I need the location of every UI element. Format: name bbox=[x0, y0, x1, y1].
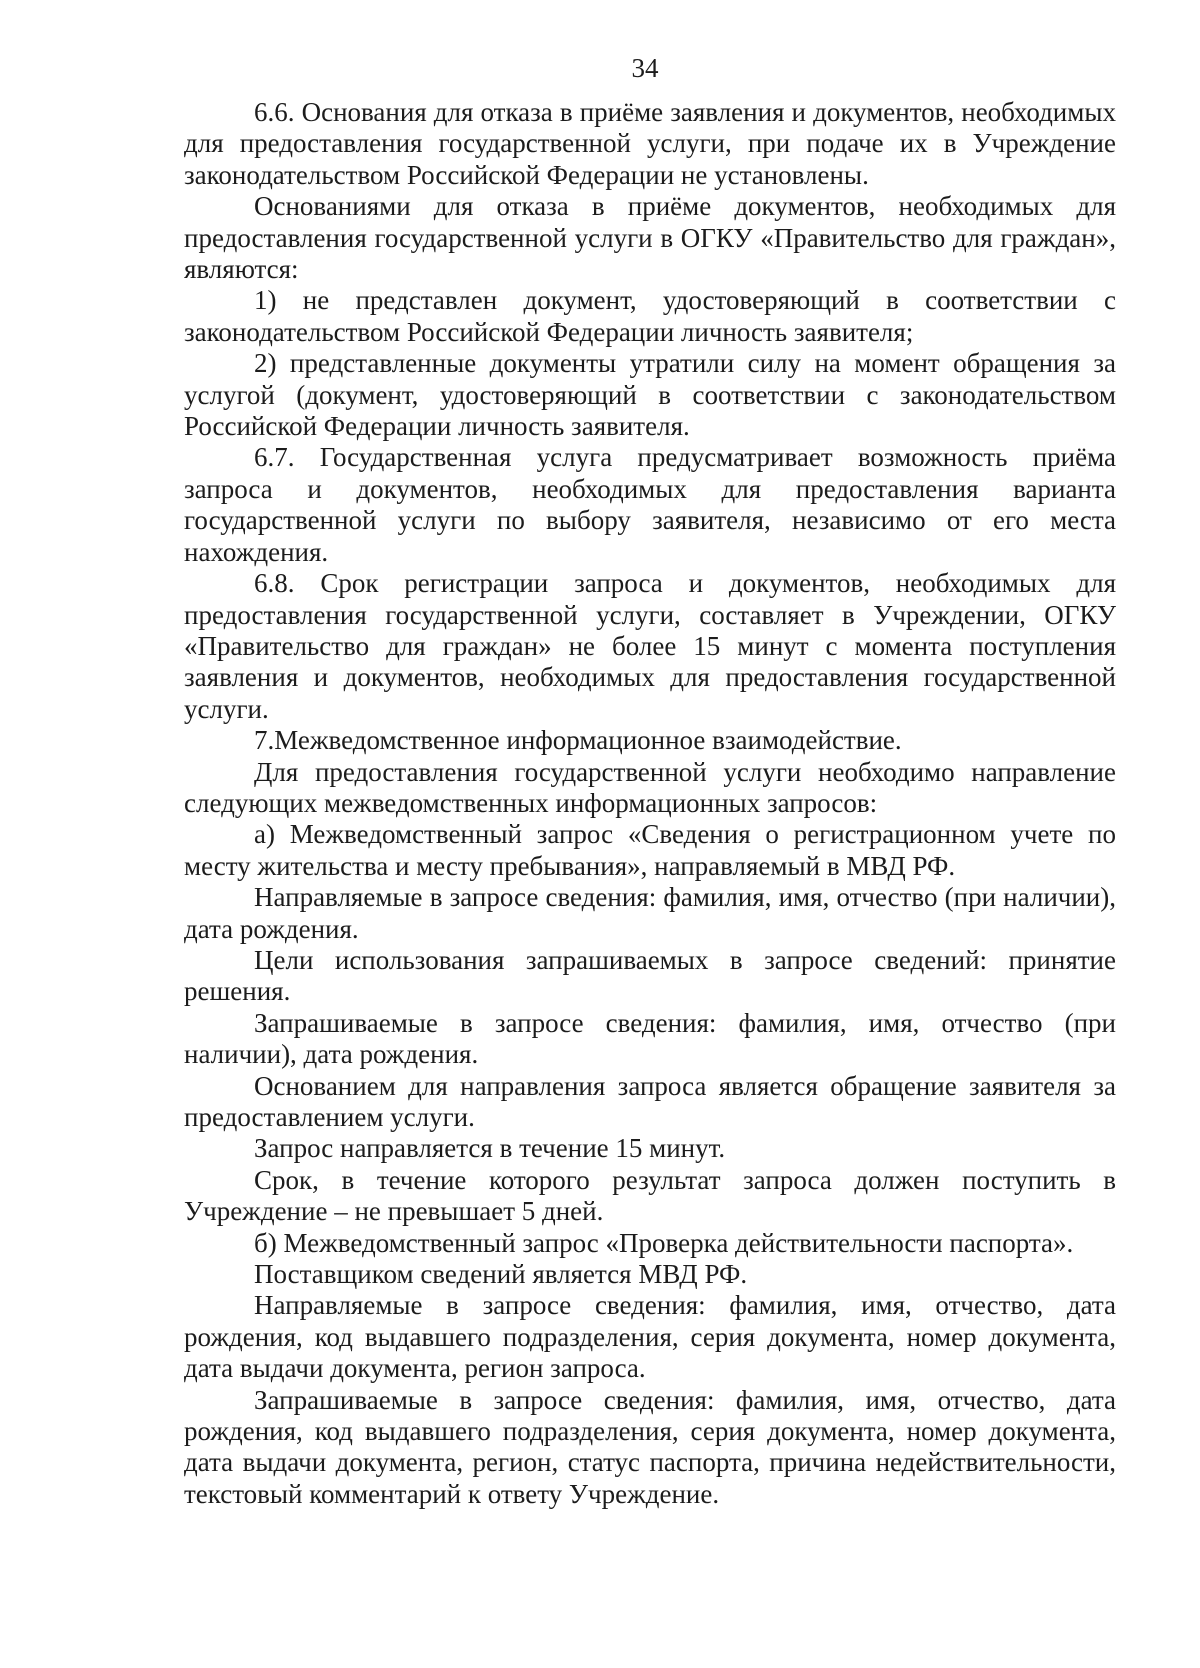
paragraph-request-a-timing: Запрос направляется в течение 15 минут. bbox=[254, 1133, 726, 1164]
paragraph-request-b-requested-data: Запрашиваемые в запросе сведения: фамилия, имя, отчество, дата рождения, код выдавшего подразделения, серия документа, номер документа, дата выдачи документа, регион, статус паспорта, причина недействительности, текстовый комментарий к ответу Учреждение. bbox=[184, 1384, 1116, 1509]
document-body bbox=[184, 97, 1116, 1510]
paragraph-request-a-sent-data: Направляемые в запросе сведения: фамилия, имя, отчество (при наличии), дата рождения. bbox=[184, 882, 1116, 944]
paragraph-requests-intro: Для предоставления государственной услуги необходимо направление следующих межведомственных информационных запросов: bbox=[184, 756, 1116, 818]
paragraph-request-b-provider: Поставщиком сведений является МВД РФ. bbox=[254, 1259, 748, 1290]
paragraph-request-a: а) Межведомственный запрос «Сведения о регистрационном учете по месту жительства и месту пребывания», направляемый в МВД РФ. bbox=[184, 819, 1116, 881]
page-number: 34 bbox=[631, 53, 659, 83]
paragraph-request-a-requested-data: Запрашиваемые в запросе сведения: фамилия, имя, отчество (при наличии), дата рождения. bbox=[184, 1007, 1116, 1070]
paragraph-request-a-purpose: Цели использования запрашиваемых в запросе сведений: принятие решения. bbox=[184, 944, 1116, 1007]
paragraph-ground-1: 1) не представлен документ, удостоверяющий в соответствии с законодательством Российской Федерации личность заявителя; bbox=[184, 285, 1116, 347]
paragraph-6-7: 6.7. Государственная услуга предусматривает возможность приёма запроса и документов, необходимых для предоставления варианта государственной услуги по выбору заявителя, независимо от его места нахождения. bbox=[184, 442, 1116, 567]
paragraph-request-a-basis: Основанием для направления запроса является обращение заявителя за предоставлением услуги. bbox=[184, 1070, 1116, 1132]
paragraph-request-b-sent-data: Направляемые в запросе сведения: фамилия, имя, отчество, дата рождения, код выдавшего подразделения, серия документа, номер документа, дата выдачи документа, регион запроса. bbox=[184, 1290, 1116, 1384]
paragraph-section-7-heading: 7.Межведомственное информационное взаимодействие. bbox=[254, 725, 902, 756]
paragraph-6-8: 6.8. Срок регистрации запроса и документов, необходимых для предоставления государственной услуги, составляет в Учреждении, ОГКУ «Правительство для граждан» не более 15 минут с момента поступления заявления и документов, необходимых для предоставления государственной услуги. bbox=[184, 568, 1116, 724]
paragraph-request-b: б) Межведомственный запрос «Проверка действительности паспорта». bbox=[254, 1227, 1074, 1258]
paragraph-6-6: 6.6. Основания для отказа в приёме заявления и документов, необходимых для предоставления государственной услуги, при подаче их в Учреждение законодательством Российской Федерации не установлены. bbox=[184, 97, 1116, 190]
paragraph-refusal-grounds: Основаниями для отказа в приёме документов, необходимых для предоставления государственной услуги в ОГКУ «Правительство для граждан», являются: bbox=[184, 191, 1116, 285]
paragraph-request-a-deadline: Срок, в течение которого результат запроса должен поступить в Учреждение – не превышает 5 дней. bbox=[184, 1164, 1116, 1227]
paragraph-ground-2: 2) представленные документы утратили силу на момент обращения за услугой (документ, удостоверяющий в соответствии с законодательством Российской Федерации личность заявителя. bbox=[184, 348, 1116, 442]
